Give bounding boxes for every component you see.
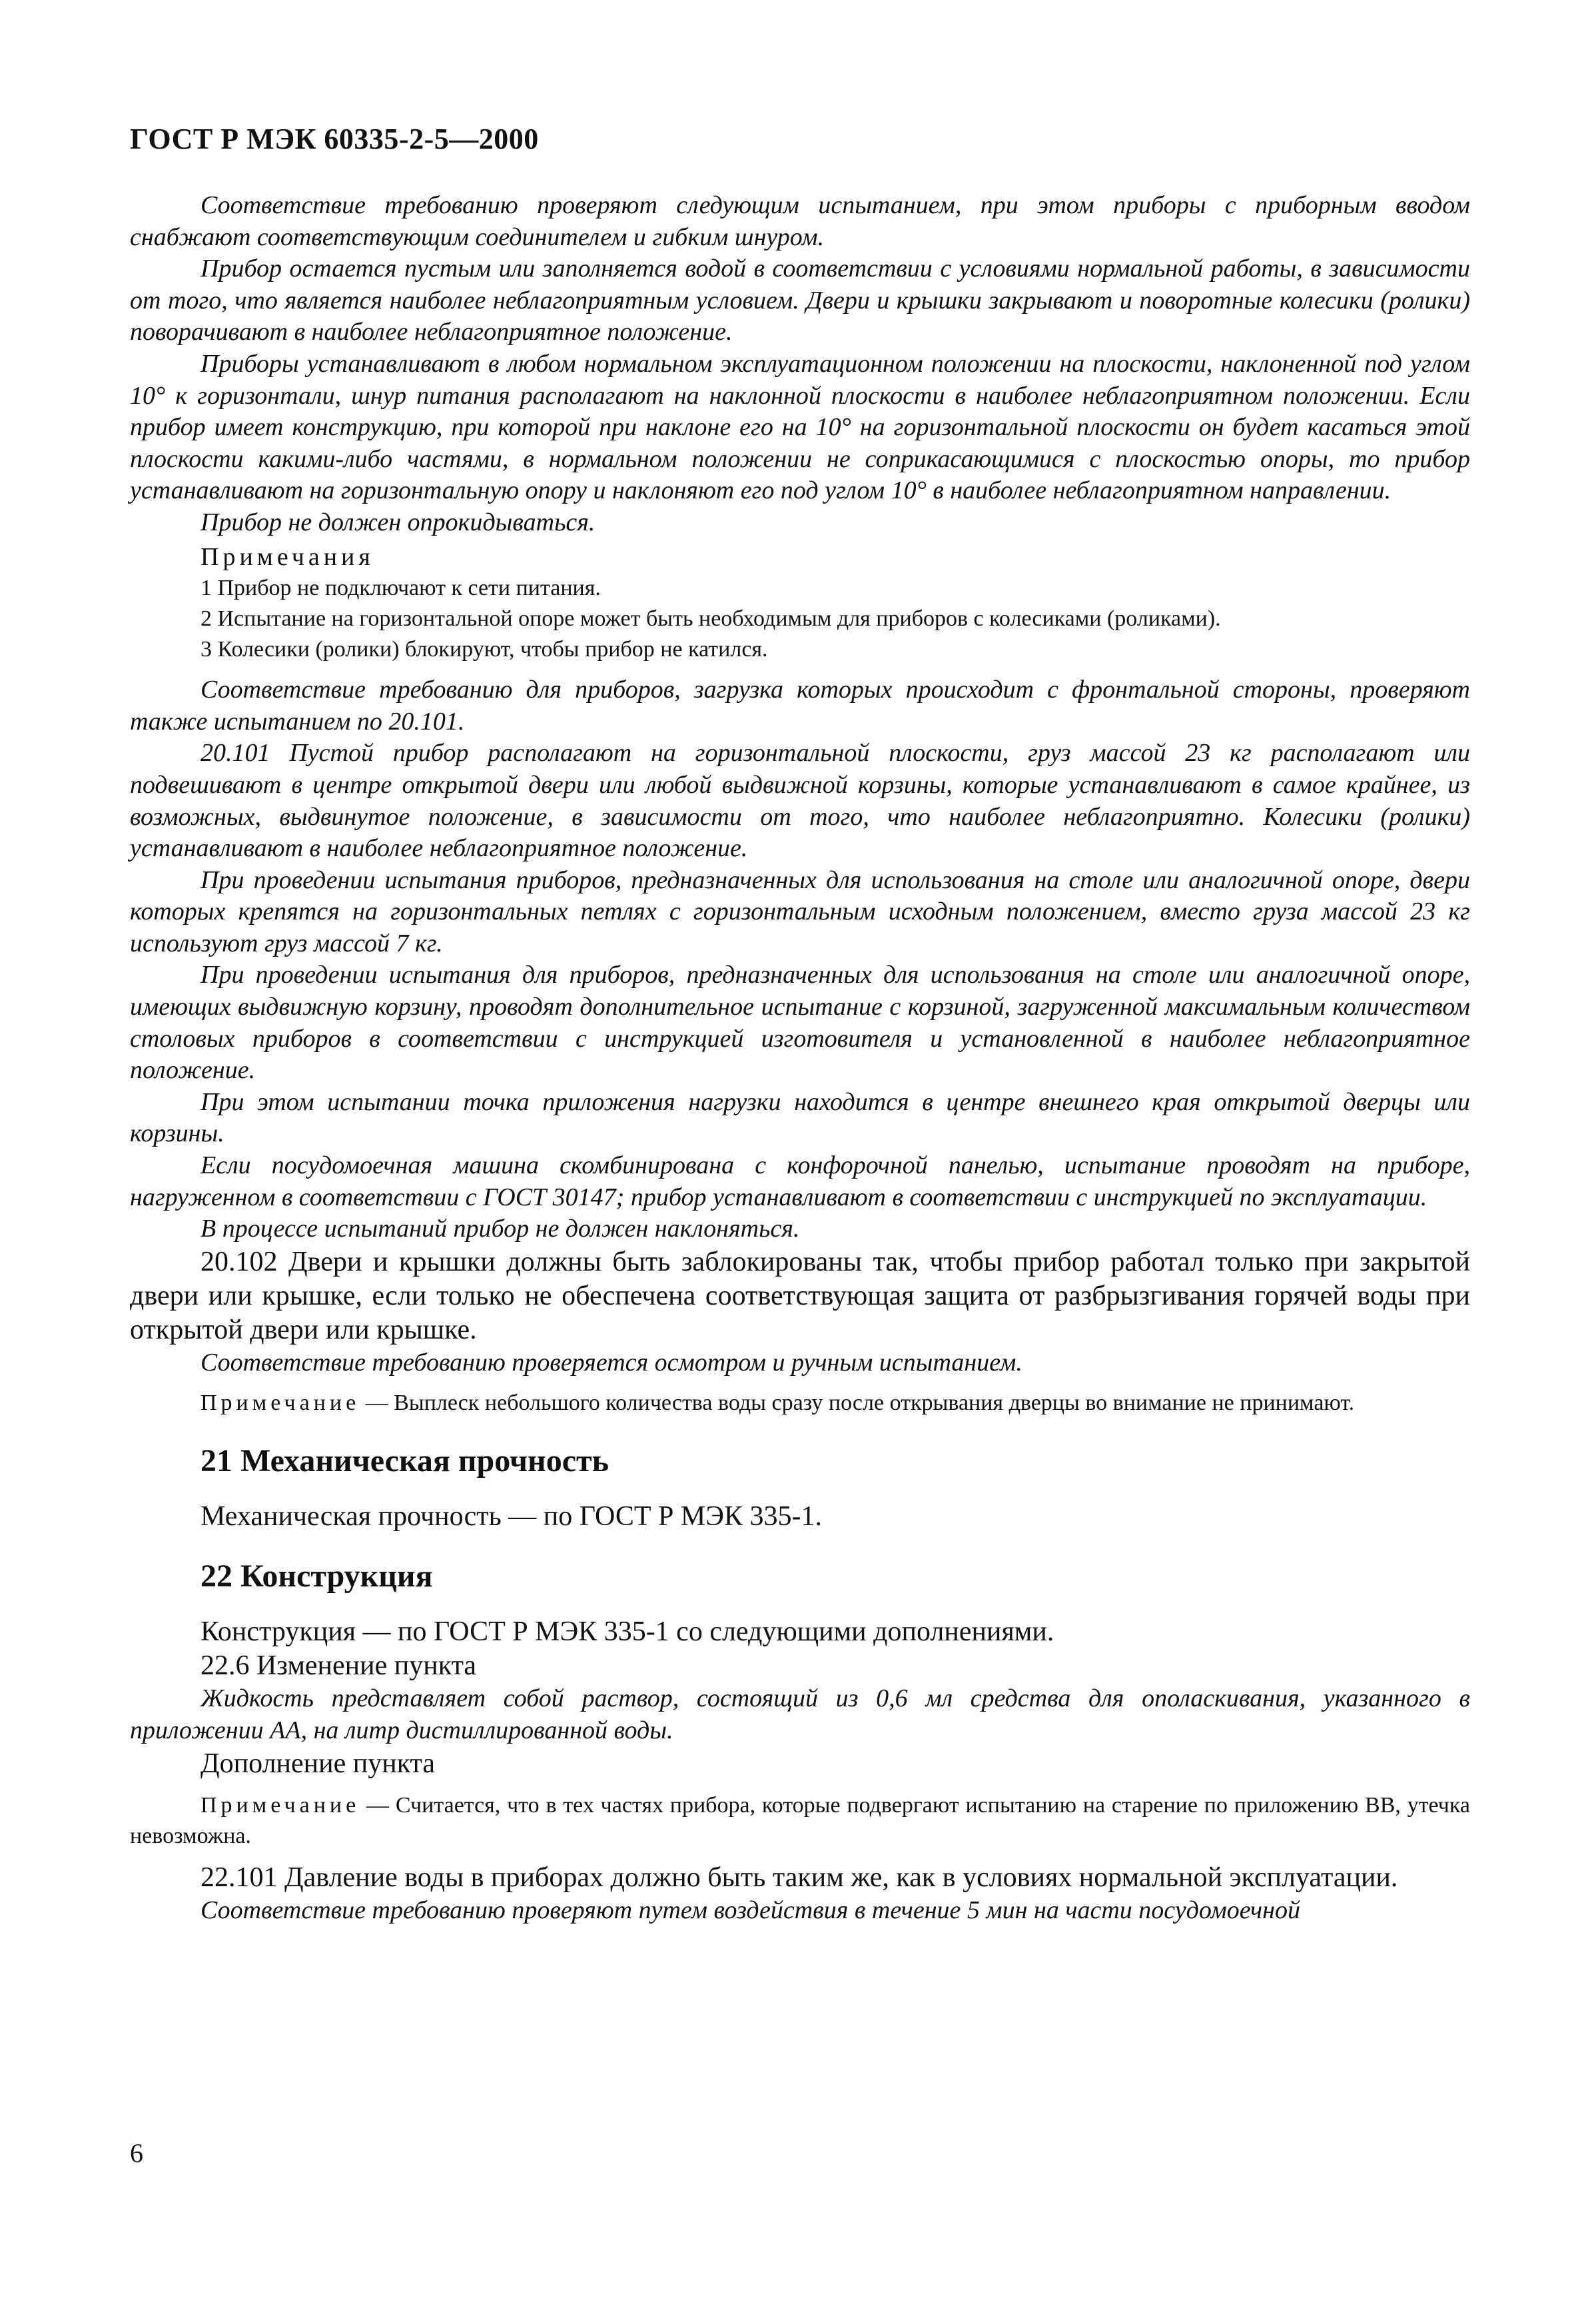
paragraph-20-101: 20.101 Пустой прибор располагают на горизонтальной плоскости, груз массой 23 кг располагают или подвешивают в центре открытой двери или любой выдвижной корзины, которые устанавливают в самое крайнее, из возможных, выдвинутое положение, в зависимости от того, что наиболее неблагоприятно. Колесики (ролики) устанавливают в наиболее неблагоприятное положение. (130, 739, 1470, 863)
page-content (130, 190, 1470, 1926)
document-header: ГОСТ Р МЭК 60335-2-5—2000 (130, 123, 539, 155)
paragraph-22-101-check: Соответствие требованию проверяют путем воздействия в течение 5 мин на части посудомоечной (200, 1896, 1301, 1924)
paragraph-table-appliances-basket: При проведении испытания для приборов, предназначенных для использования на столе или аналогичной опоре, имеющих выдвижную корзину, проводят дополнительное испытание с корзиной, загруженной максимальным количеством столовых приборов в соответствии с инструкцией изготовителя и установленной в наиболее неблагоприятное положение. (130, 961, 1470, 1085)
paragraph-20-102: 20.102 Двери и крышки должны быть заблокированы так, чтобы прибор работал только при закрытой двери или крышке, если только не обеспечена соответствующая защита от разбрызгивания горячей воды при открытой двери или крышке. (130, 1246, 1470, 1345)
paragraph-load-point: При этом испытании точка приложения нагрузки находится в центре внешнего края открытой дверцы или корзины. (130, 1087, 1470, 1148)
section-22-intro: Конструкция — по ГОСТ Р МЭК 335-1 со следующими дополнениями. (200, 1616, 1054, 1648)
paragraph-tilt-test: Приборы устанавливают в любом нормальном эксплуатационном положении на плоскости, наклоненной под углом 10° к горизонтали, шнур питания располагают на наклонной плоскости в наиболее неблагоприятном положении. Если прибор имеет конструкцию, при которой при наклоне его на 10° на горизонтальной плоскости он будет касаться этой плоскости какими-либо частями, в нормальном положении не соприкасающимися с плоскостью опоры, то прибор устанавливают на горизонтальную опору и наклоняют его под углом 10° в наиболее неблагоприятном направлении. (130, 349, 1470, 505)
section-21-text: Механическая прочность — по ГОСТ Р МЭК 335-1. (200, 1501, 822, 1532)
paragraph-appliance-empty: Прибор остается пустым или заполняется водой в соответствии с условиями нормальной работы, в зависимости от того, что является наиболее неблагоприятным условием. Двери и крышки закрывают и поворотные колесики (ролики) поворачивают в наиболее неблагоприятное положение. (130, 255, 1470, 346)
section-22-title: 22 Конструкция (200, 1558, 433, 1594)
notes-title: Примечания (200, 542, 374, 571)
page-number: 6 (130, 2138, 143, 2168)
paragraph-20-102-check: Соответствие требованию проверяется осмотром и ручным испытанием. (200, 1348, 1022, 1377)
clause-22-6-heading: 22.6 Изменение пункта (200, 1650, 477, 1682)
note-label: Примечание (200, 1391, 360, 1416)
paragraph-hob-combination: Если посудомоечная машина скомбинирована с конфорочной панелью, испытание проводят на приборе, нагруженном в соответствии с ГОСТ 30147; прибор устанавливают в соответствии с инструкцией по эксплуатации. (130, 1151, 1470, 1211)
paragraph-no-tilting: В процессе испытаний прибор не должен наклоняться. (200, 1215, 800, 1243)
note-aging (130, 1790, 1470, 1852)
note-splash (130, 1388, 1470, 1419)
note-label: Примечание (200, 1792, 360, 1818)
paragraph-compliance-intro: Соответствие требованию проверяют следующим испытанием, при этом приборы с приборным вводом снабжают соответствующим соединителем и гибким шнуром. (130, 191, 1470, 251)
paragraph-table-appliances-doors: При проведении испытания приборов, предназначенных для использования на столе или аналогичной опоре, двери которых крепятся на горизонтальных петлях с горизонтальным исходным положением, вместо груза массой 23 кг используют груз массой 7 кг. (130, 865, 1470, 957)
note-text: — Считается, что в тех частях прибора, которые подвергают испытанию на старение по приложению ВВ, утечка невозможна. (130, 1792, 1470, 1848)
clause-22-6-text: Жидкость представляет собой раствор, состоящий из 0,6 мл средства для ополаскивания, указанного в приложении АА, на литр дистиллированной воды. (130, 1684, 1470, 1744)
paragraph-22-101: 22.101 Давление воды в приборах должно быть таким же, как в условиях нормальной эксплуатации. (200, 1862, 1398, 1893)
note-item-3: 3 Колесики (ролики) блокируют, чтобы прибор не катился. (200, 637, 768, 662)
note-text: — Выплеск небольшого количества воды сразу после открывания дверцы во внимание не принимают. (360, 1391, 1355, 1416)
paragraph-front-loading: Соответствие требованию для приборов, загрузка которых происходит с фронтальной стороны, проверяют также испытанием по 20.101. (130, 676, 1470, 736)
note-item-2: 2 Испытание на горизонтальной опоре может быть необходимым для приборов с колесиками (роликами). (200, 606, 1221, 632)
section-21-title: 21 Механическая прочность (200, 1443, 609, 1479)
paragraph-no-tipping: Прибор не должен опрокидываться. (200, 508, 596, 536)
addition-heading: Дополнение пункта (200, 1748, 436, 1779)
note-item-1: 1 Прибор не подключают к сети питания. (200, 576, 601, 601)
